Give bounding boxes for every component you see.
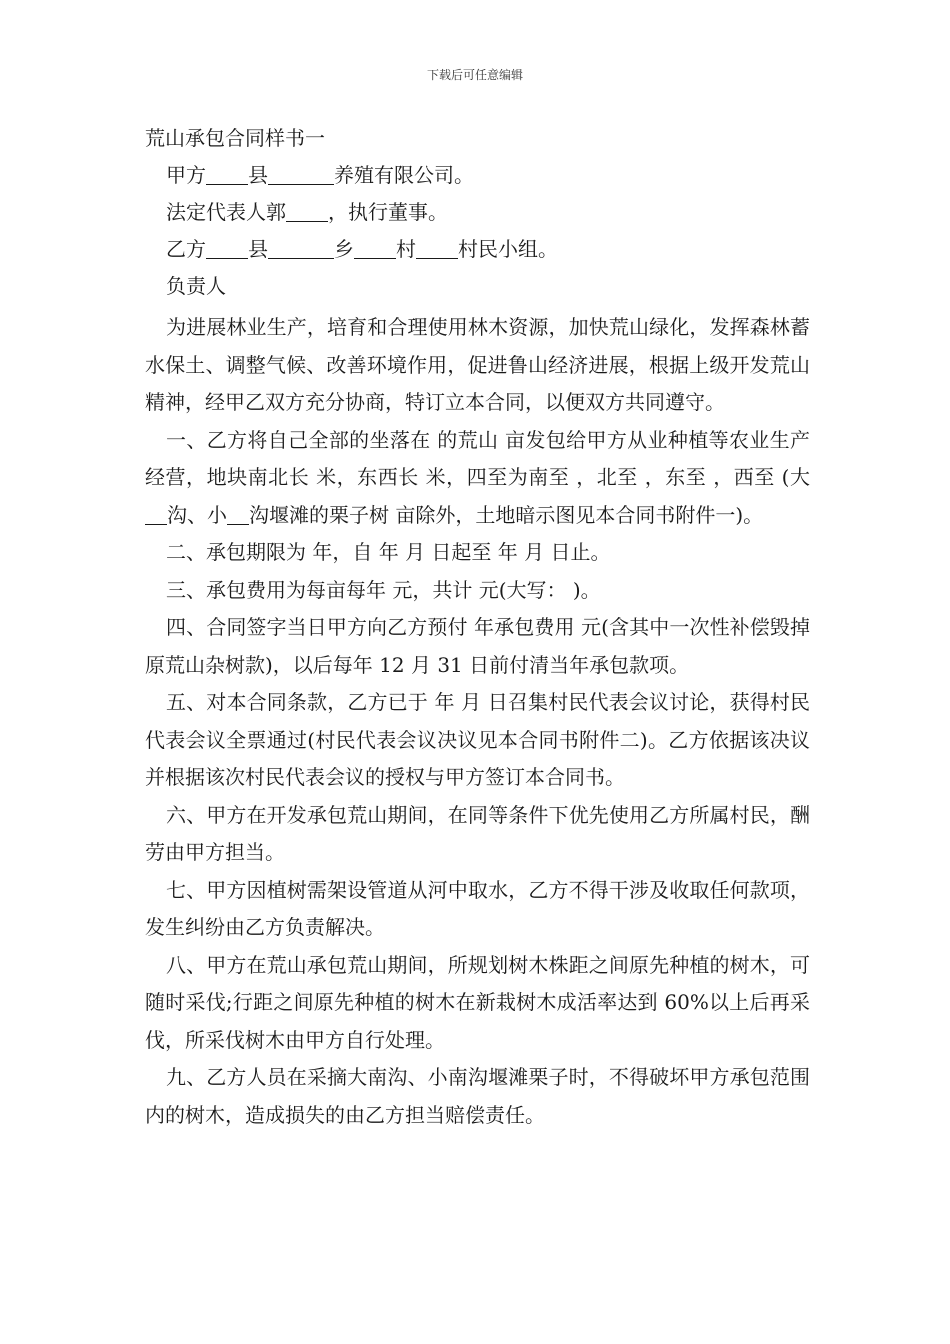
clause1-part3: 沟堰滩的栗子树 亩除外，土地暗示图见本合同书附件一)。 bbox=[249, 502, 764, 527]
blank-field bbox=[145, 504, 167, 525]
clause-paragraph: 二、承包期限为 年，自 年 月 日起至 年 月 日止。 bbox=[166, 540, 611, 564]
party-b-line bbox=[145, 235, 810, 263]
responsible-line: 负责人 bbox=[166, 274, 226, 298]
blank-field bbox=[206, 238, 248, 259]
blank-field bbox=[227, 504, 249, 525]
blank-field bbox=[268, 238, 334, 259]
party-a-line bbox=[145, 161, 810, 189]
clause-paragraph: 八、甲方在荒山承包荒山期间，所规划树木株距之间原先种植的树木，可随时采伐;行距之间原先种植的树木在新栽树木成活率达到 60%以上后再采伐，所采伐树木由甲方自行处理。 bbox=[145, 952, 810, 1052]
blank-field bbox=[354, 238, 396, 259]
clause-paragraph: 四、合同签字当日甲方向乙方预付 年承包费用 元(含其中一次性补偿毁掉原荒山杂树款)，以后每年 12 月 31 日前付清当年承包款项。 bbox=[145, 615, 810, 677]
legal-rep-line bbox=[145, 198, 810, 226]
page-header-note: 下载后可任意编辑 bbox=[426, 68, 523, 82]
clause-paragraph: 五、对本合同条款，乙方已于 年 月 日召集村民代表会议讨论，获得村民代表会议全票通过(村民代表会议决议见本合同书附件二)。乙方依据该决议并根据该次村民代表会议的授权与甲方签订本合同书。 bbox=[145, 690, 810, 789]
clause-paragraph: 三、承包费用为每亩每年 元，共计 元(大写： )。 bbox=[166, 577, 601, 602]
legal-rep-suffix: ，执行董事。 bbox=[328, 200, 448, 224]
party-b-prefix: 乙方 bbox=[166, 237, 206, 261]
party-a-company: 养殖有限公司。 bbox=[334, 163, 474, 187]
contract-document bbox=[145, 124, 810, 1134]
blank-field bbox=[206, 164, 248, 185]
clause1-part2: 沟、小 bbox=[167, 502, 227, 527]
legal-rep-prefix: 法定代表人郭 bbox=[166, 200, 286, 224]
document-title: 荒山承包合同样书一 bbox=[145, 126, 325, 150]
clause-paragraph bbox=[145, 422, 810, 535]
preamble-paragraph: 为进展林业生产，培育和合理使用林木资源，加快荒山绿化，发挥森林蓄水保土、调整气候、改善环境作用，促进鲁山经济进展，根据上级开发荒山精神，经甲乙双方充分协商，特订立本合同，以便双方共同遵守。 bbox=[145, 315, 810, 414]
party-b-group: 村民小组。 bbox=[458, 237, 558, 261]
clause-paragraph: 七、甲方因植树需架设管道从河中取水，乙方不得干涉及收取任何款项，发生纠纷由乙方负责解决。 bbox=[145, 877, 810, 939]
party-b-township: 乡 bbox=[334, 237, 354, 261]
party-a-county: 县 bbox=[248, 163, 268, 187]
clause1-part1: 一、乙方将自己全部的坐落在 的荒山 亩发包给甲方从业种植等农业生产经营，地块南北长 米，东西长 米，四至为南至 ，北至 ，东至 ，西至 (大 bbox=[145, 427, 810, 489]
party-b-county: 县 bbox=[248, 237, 268, 261]
clause-paragraph: 九、乙方人员在采摘大南沟、小南沟堰滩栗子时，不得破坏甲方承包范围内的树木，造成损失的由乙方担当赔偿责任。 bbox=[145, 1065, 810, 1127]
blank-field bbox=[268, 164, 334, 185]
blank-field bbox=[416, 238, 458, 259]
clause-paragraph: 六、甲方在开发承包荒山期间，在同等条件下优先使用乙方所属村民，酬劳由甲方担当。 bbox=[145, 802, 810, 864]
party-b-village: 村 bbox=[396, 237, 416, 261]
party-a-prefix: 甲方 bbox=[166, 163, 206, 187]
blank-field bbox=[286, 201, 328, 222]
